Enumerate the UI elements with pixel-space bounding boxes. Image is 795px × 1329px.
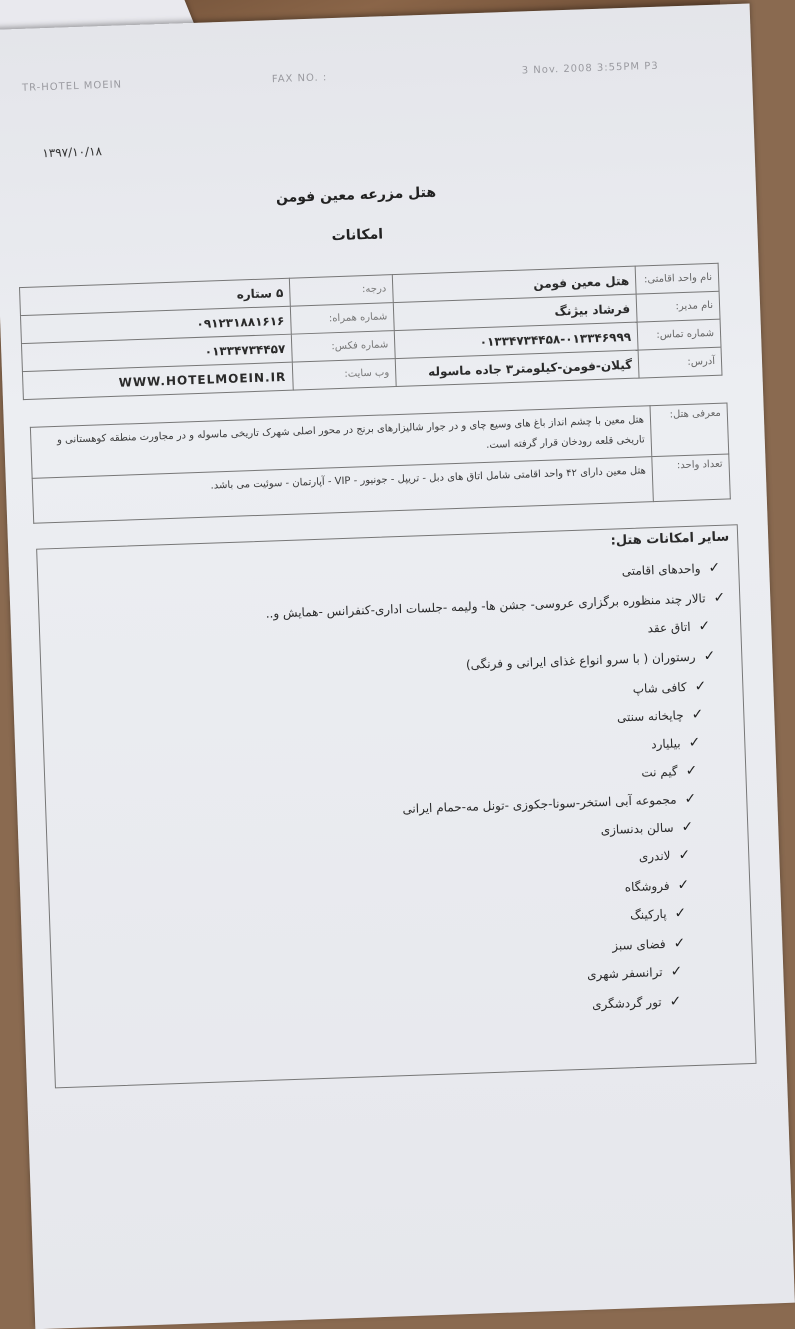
list-item: ✓گیم نت [641,762,698,780]
checkmark-icon: ✓ [670,963,683,980]
fax-header-left: TR-HOTEL MOEIN [21,79,123,94]
list-item: ✓رستوران ( با سرو انواع غذای ایرانی و فرنگی) [465,648,716,672]
facilities-title: سایر امکانات هتل: [610,529,730,549]
list-item: ✓لاندری [638,847,691,864]
checkmark-icon: ✓ [713,589,726,607]
intro-label: معرفی هتل: [650,403,729,457]
intro-text: هتل معین با چشم انداز باغ های وسیع چای و در جوار شالیزارهای برنج در محور اصلی شهرک تاریخی ماسوله و در مجاورت منطقه کوهستانی و تاریخی قلعه رودخان قرار گرفته است. [30,406,651,479]
checkmark-icon: ✓ [684,790,697,808]
website-value: WWW.HOTELMOEIN.IR [22,362,293,399]
list-item: ✓واحدهای اقامتی [621,559,721,579]
address-label: آدرس: [638,347,722,378]
document-title: هتل مزرعه معین فومن [275,184,437,207]
fax-header-date: 3 Nov. 2008 3:55PM P3 [521,60,659,77]
grade-label: درجه: [289,275,393,307]
checkmark-icon: ✓ [674,905,687,922]
list-item: ✓سالن بدنسازی [600,818,694,838]
checkmark-icon: ✓ [678,847,691,864]
phone-label: شماره تماس: [637,319,721,350]
list-item: ✓اتاق عقد [647,618,711,636]
hotel-intro-table [30,402,731,523]
mobile-label: شماره همراه: [290,303,394,335]
checkmark-icon: ✓ [669,993,682,1010]
fax-header-number: FAX NO. : [271,72,328,86]
name-value: هتل معین فومن [392,266,636,302]
list-item: ✓ترانسفر شهری [586,963,683,982]
list-item: ✓فروشگاه [624,877,690,895]
name-label: نام واحد اقامتی: [635,263,719,294]
checkmark-icon: ✓ [694,678,707,695]
document-subtitle: امکانات [331,226,384,245]
checkmark-icon: ✓ [691,706,704,723]
units-text: هتل معین دارای ۴۲ واحد اقامتی شامل اتاق های دبل - تریپل - جونیور - VIP - آپارتمان - سوئیت می باشد. [32,457,653,524]
grade-value: ۵ ستاره [20,278,291,315]
checkmark-icon: ✓ [708,559,721,577]
list-item: ✓تالار چند منظوره برگزاری عروسی- جشن ها- ولیمه -جلسات اداری-کنفرانس -همایش و.. [265,589,726,621]
list-item: ✓کافی شاپ [632,678,707,696]
facilities-box [36,524,756,1088]
checkmark-icon: ✓ [688,734,701,752]
manager-label: نام مدیر: [636,291,720,322]
checkmark-icon: ✓ [685,762,698,780]
phone-value: ۰۱۳۳۴۷۳۴۴۵۸-۰۱۳۳۴۶۹۹۹ [394,322,638,358]
website-label: وب سایت: [292,359,396,391]
document-date: ۱۳۹۷/۱۰/۱۸ [42,144,103,161]
list-item: ✓چایخانه سنتی [616,706,704,725]
checkmark-icon: ✓ [681,818,694,836]
hotel-info-table [19,263,723,400]
checkmark-icon: ✓ [698,618,711,635]
list-item: ✓مجموعه آبی استخر-سونا-جکوزی -تونل مه-حمام ایرانی [402,790,697,817]
checkmark-icon: ✓ [703,648,716,665]
mobile-value: ۰۹۱۲۳۱۸۸۱۶۱۶ [20,306,291,343]
manager-value: فرشاد بیژنگ [393,294,637,330]
units-label: تعداد واحد: [652,454,731,502]
checkmark-icon: ✓ [677,877,690,894]
list-item: ✓بیلیارد [650,734,701,752]
checkmark-icon: ✓ [673,935,686,952]
list-item: ✓فضای سبز [612,935,686,953]
address-value: گیلان-فومن-کیلومتر۳ جاده ماسوله [395,350,639,386]
fax-label: شماره فکس: [291,331,395,363]
list-item: ✓پارکینگ [629,905,687,923]
fax-value: ۰۱۳۳۴۷۳۴۴۵۷ [21,334,292,371]
list-item: ✓تور گردشگری [591,993,682,1012]
document-page [0,3,795,1329]
